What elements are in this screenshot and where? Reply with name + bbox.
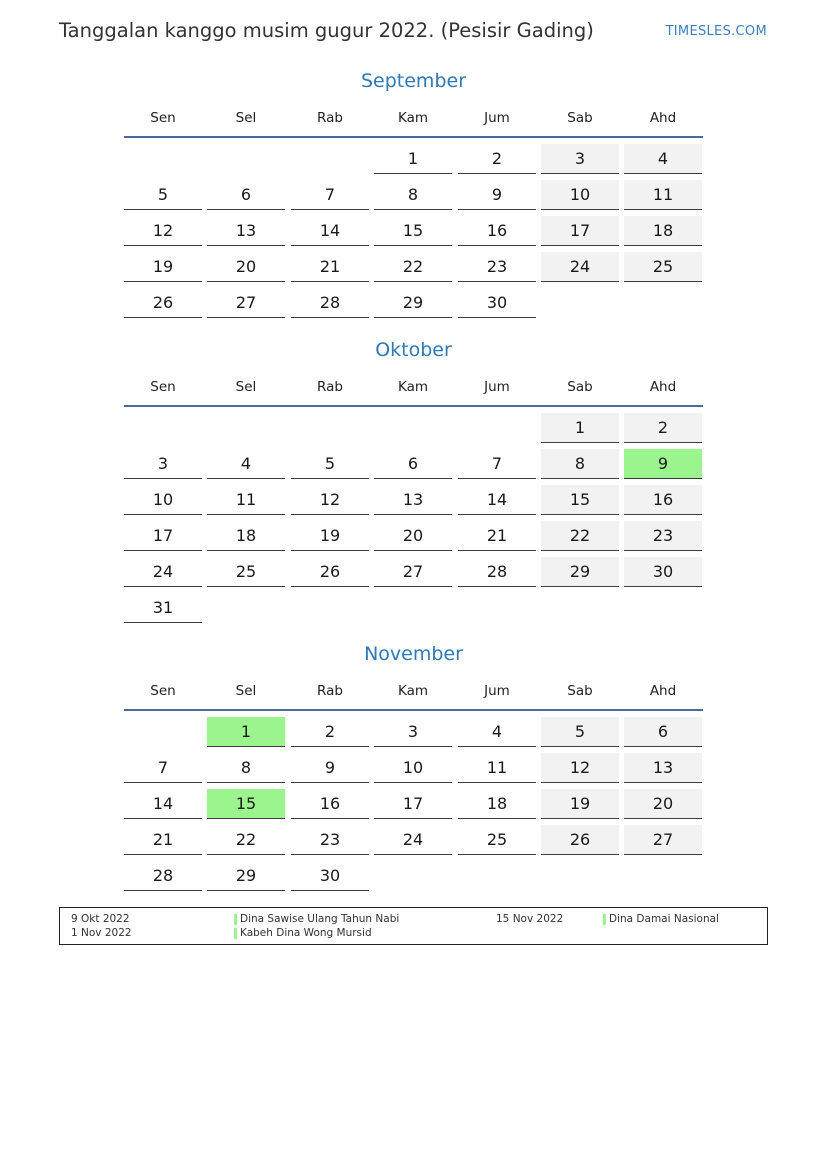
- empty-cell: [458, 413, 536, 443]
- weekday-label: Jum: [484, 379, 510, 395]
- day-cell[interactable]: 27: [624, 825, 702, 855]
- empty-cell: [624, 593, 702, 623]
- month-title: Oktober: [375, 339, 452, 361]
- day-cell[interactable]: 1: [541, 413, 619, 443]
- day-cell[interactable]: 16: [291, 789, 369, 819]
- empty-cell: [458, 861, 536, 891]
- empty-cell: [374, 861, 452, 891]
- day-cell[interactable]: 16: [458, 216, 536, 246]
- day-cell[interactable]: 17: [374, 789, 452, 819]
- day-cell[interactable]: 26: [541, 825, 619, 855]
- day-cell[interactable]: 21: [124, 825, 202, 855]
- legend-holiday-name: Kabeh Dina Wong Mursid: [234, 927, 372, 939]
- holiday-day-cell[interactable]: 1: [207, 717, 285, 747]
- empty-cell: [291, 144, 369, 174]
- day-cell[interactable]: 4: [207, 449, 285, 479]
- day-cell[interactable]: 3: [374, 717, 452, 747]
- day-cell[interactable]: 16: [624, 485, 702, 515]
- day-cell[interactable]: 18: [207, 521, 285, 551]
- weekday-label: Ahd: [649, 683, 677, 699]
- day-cell[interactable]: 19: [291, 521, 369, 551]
- day-cell[interactable]: 4: [624, 144, 702, 174]
- day-cell[interactable]: 23: [291, 825, 369, 855]
- day-cell[interactable]: 27: [374, 557, 452, 587]
- empty-cell: [207, 144, 285, 174]
- day-cell[interactable]: 29: [541, 557, 619, 587]
- day-cell[interactable]: 24: [124, 557, 202, 587]
- day-cell[interactable]: 12: [291, 485, 369, 515]
- day-cell[interactable]: 14: [458, 485, 536, 515]
- weekday-label: Ahd: [649, 110, 677, 126]
- day-cell[interactable]: 5: [124, 180, 202, 210]
- day-cell[interactable]: 19: [541, 789, 619, 819]
- day-cell[interactable]: 30: [624, 557, 702, 587]
- empty-cell: [541, 593, 619, 623]
- weekday-label: Sab: [567, 683, 593, 699]
- day-cell[interactable]: 22: [541, 521, 619, 551]
- day-cell[interactable]: 11: [624, 180, 702, 210]
- day-cell[interactable]: 6: [207, 180, 285, 210]
- legend-date: 9 Okt 2022: [71, 913, 130, 925]
- weekday-label: Kam: [397, 110, 429, 126]
- empty-cell: [124, 717, 202, 747]
- day-cell[interactable]: 26: [291, 557, 369, 587]
- header-divider: [124, 136, 703, 138]
- day-cell[interactable]: 7: [458, 449, 536, 479]
- day-cell[interactable]: 17: [541, 216, 619, 246]
- day-cell[interactable]: 23: [624, 521, 702, 551]
- day-cell[interactable]: 2: [458, 144, 536, 174]
- day-cell[interactable]: 18: [458, 789, 536, 819]
- weekday-header: [124, 110, 703, 130]
- day-cell[interactable]: 8: [541, 449, 619, 479]
- day-cell[interactable]: 1: [374, 144, 452, 174]
- weekday-header: [124, 683, 703, 703]
- month-title: November: [364, 643, 463, 665]
- day-cell[interactable]: 8: [207, 753, 285, 783]
- weekday-label: Kam: [397, 683, 429, 699]
- day-cell[interactable]: 7: [124, 753, 202, 783]
- day-cell[interactable]: 14: [291, 216, 369, 246]
- day-cell[interactable]: 22: [207, 825, 285, 855]
- empty-cell: [458, 593, 536, 623]
- day-cell[interactable]: 26: [124, 288, 202, 318]
- day-cell[interactable]: 3: [541, 144, 619, 174]
- day-cell[interactable]: 20: [374, 521, 452, 551]
- month-title: September: [360, 70, 467, 92]
- empty-cell: [207, 593, 285, 623]
- day-cell[interactable]: 14: [124, 789, 202, 819]
- empty-cell: [624, 861, 702, 891]
- day-cell[interactable]: 31: [124, 593, 202, 623]
- legend-date: 15 Nov 2022: [496, 913, 564, 925]
- day-cell[interactable]: 22: [374, 252, 452, 282]
- day-cell[interactable]: 13: [374, 485, 452, 515]
- header-divider: [124, 709, 703, 711]
- day-cell[interactable]: 6: [374, 449, 452, 479]
- day-cell[interactable]: 19: [124, 252, 202, 282]
- day-cell[interactable]: 12: [541, 753, 619, 783]
- empty-cell: [374, 413, 452, 443]
- empty-cell: [624, 288, 702, 318]
- page-title: Tanggalan kanggo musim gugur 2022. (Pesisir Gading): [59, 19, 594, 42]
- day-cell[interactable]: 15: [374, 216, 452, 246]
- holiday-day-cell[interactable]: 9: [624, 449, 702, 479]
- empty-cell: [374, 593, 452, 623]
- day-cell[interactable]: 28: [291, 288, 369, 318]
- day-cell[interactable]: 17: [124, 521, 202, 551]
- day-cell[interactable]: 9: [291, 753, 369, 783]
- day-cell[interactable]: 12: [124, 216, 202, 246]
- empty-cell: [541, 288, 619, 318]
- day-cell[interactable]: 24: [374, 825, 452, 855]
- weekday-label: Sen: [150, 683, 176, 699]
- weekday-label: Rab: [317, 683, 343, 699]
- day-cell[interactable]: 20: [624, 789, 702, 819]
- day-cell[interactable]: 21: [291, 252, 369, 282]
- weekday-label: Sen: [150, 110, 176, 126]
- day-cell[interactable]: 29: [207, 861, 285, 891]
- day-cell[interactable]: 2: [624, 413, 702, 443]
- day-cell[interactable]: 18: [624, 216, 702, 246]
- header-divider: [124, 405, 703, 407]
- weekday-label: Rab: [317, 110, 343, 126]
- day-cell[interactable]: 13: [624, 753, 702, 783]
- day-cell[interactable]: 24: [541, 252, 619, 282]
- weekday-label: Rab: [317, 379, 343, 395]
- day-cell[interactable]: 20: [207, 252, 285, 282]
- day-cell[interactable]: 23: [458, 252, 536, 282]
- day-cell[interactable]: 11: [207, 485, 285, 515]
- day-cell[interactable]: 13: [207, 216, 285, 246]
- weekday-label: Sab: [567, 379, 593, 395]
- day-cell[interactable]: 2: [291, 717, 369, 747]
- day-cell[interactable]: 8: [374, 180, 452, 210]
- day-cell[interactable]: 5: [291, 449, 369, 479]
- day-cell[interactable]: 5: [541, 717, 619, 747]
- day-cell[interactable]: 28: [124, 861, 202, 891]
- empty-cell: [291, 593, 369, 623]
- empty-cell: [207, 413, 285, 443]
- brand-link[interactable]: TIMESLES.COM: [665, 24, 767, 39]
- holiday-legend: [59, 907, 768, 945]
- weekday-label: Jum: [484, 683, 510, 699]
- day-cell[interactable]: 10: [124, 485, 202, 515]
- weekday-label: Sel: [235, 683, 257, 699]
- legend-holiday-name: Dina Damai Nasional: [603, 913, 719, 925]
- empty-cell: [541, 861, 619, 891]
- day-cell[interactable]: 29: [374, 288, 452, 318]
- day-cell[interactable]: 4: [458, 717, 536, 747]
- empty-cell: [291, 413, 369, 443]
- weekday-label: Ahd: [649, 379, 677, 395]
- day-cell[interactable]: 15: [541, 485, 619, 515]
- day-cell[interactable]: 10: [374, 753, 452, 783]
- weekday-label: Sel: [235, 379, 257, 395]
- day-cell[interactable]: 7: [291, 180, 369, 210]
- day-cell[interactable]: 25: [458, 825, 536, 855]
- weekday-label: Sen: [150, 379, 176, 395]
- day-cell[interactable]: 30: [291, 861, 369, 891]
- weekday-label: Jum: [484, 110, 510, 126]
- day-cell[interactable]: 25: [207, 557, 285, 587]
- day-cell[interactable]: 11: [458, 753, 536, 783]
- empty-cell: [124, 144, 202, 174]
- empty-cell: [124, 413, 202, 443]
- day-cell[interactable]: 28: [458, 557, 536, 587]
- day-cell[interactable]: 25: [624, 252, 702, 282]
- legend-date: 1 Nov 2022: [71, 927, 132, 939]
- weekday-label: Sab: [567, 110, 593, 126]
- weekday-header: [124, 379, 703, 399]
- weekday-label: Kam: [397, 379, 429, 395]
- day-cell[interactable]: 30: [458, 288, 536, 318]
- legend-holiday-name: Dina Sawise Ulang Tahun Nabi: [234, 913, 399, 925]
- holiday-day-cell[interactable]: 15: [207, 789, 285, 819]
- day-cell[interactable]: 10: [541, 180, 619, 210]
- day-cell[interactable]: 21: [458, 521, 536, 551]
- day-cell[interactable]: 6: [624, 717, 702, 747]
- weekday-label: Sel: [235, 110, 257, 126]
- day-cell[interactable]: 3: [124, 449, 202, 479]
- day-cell[interactable]: 27: [207, 288, 285, 318]
- day-cell[interactable]: 9: [458, 180, 536, 210]
